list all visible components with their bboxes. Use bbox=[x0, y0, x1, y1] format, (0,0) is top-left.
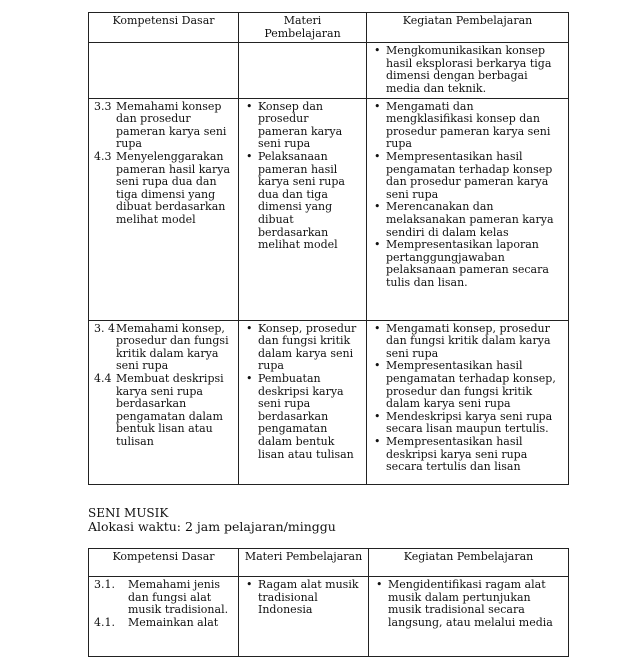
list-item: • Pembuatan deskripsi karya seni rupa berdasarkan pengamatan dalam bentuk lisan atau tulisan bbox=[258, 373, 361, 461]
materi-cell bbox=[239, 98, 367, 320]
list-item: • Mendeskripsi karya seni rupa secara lisan maupun tertulis. bbox=[386, 411, 563, 436]
list-item: • Mempresentasikan hasil pengamatan terhadap konsep, prosedur dan fungsi kritik dalam karya seni rupa bbox=[386, 360, 563, 410]
kd-text: Memahami konsep dan prosedur pameran karya seni rupa bbox=[116, 99, 227, 151]
kd-text: Memainkan alat bbox=[128, 615, 219, 629]
kd-number: 4.3 bbox=[94, 149, 112, 163]
materi-cell bbox=[239, 43, 367, 98]
table-kompetensi-seni-musik bbox=[88, 548, 569, 657]
list-item: • Konsep dan prosedur pameran karya seni rupa bbox=[258, 101, 361, 151]
materi-cell bbox=[239, 320, 367, 484]
kd-text: Membuat deskripsi karya seni rupa berdasarkan pengamatan dalam bentuk lisan atau tulisan bbox=[116, 371, 224, 448]
kd-text: Memahami konsep, prosedur dan fungsi kritik dalam karya seni rupa bbox=[116, 321, 229, 373]
list-item bbox=[94, 617, 233, 630]
materi-cell bbox=[239, 577, 369, 657]
section-title: SENI MUSIK bbox=[88, 506, 169, 520]
list-item: • Mengidentifikasi ragam alat musik dalam pertunjukan musik tradisional secara langsung, atau melalui media bbox=[388, 579, 563, 629]
list-item: • Mempresentasikan laporan pertanggungjawaban pelaksanaan pameran secara tulis dan lisan. bbox=[386, 239, 563, 289]
table-row bbox=[89, 577, 569, 657]
table-row bbox=[89, 320, 569, 484]
list-item bbox=[94, 151, 233, 227]
list-item: • Mengamati konsep, prosedur dan fungsi kritik dalam karya seni rupa bbox=[386, 323, 563, 361]
list-item bbox=[94, 323, 233, 373]
kegiatan-cell bbox=[367, 320, 569, 484]
kd-number: 4.1. bbox=[94, 615, 115, 629]
list-item: • Ragam alat musik tradisional Indonesia bbox=[258, 579, 363, 617]
kd-number: 3.1. bbox=[94, 578, 115, 591]
list-item bbox=[94, 373, 233, 449]
kegiatan-cell bbox=[369, 577, 569, 657]
kd-number: 3.3 bbox=[94, 99, 112, 113]
kegiatan-cell bbox=[367, 98, 569, 320]
kd-number: 3. 4 bbox=[94, 321, 115, 335]
kd-number: 4.4 bbox=[94, 371, 112, 385]
kd-cell bbox=[89, 320, 239, 484]
table-row bbox=[89, 43, 569, 98]
kd-cell bbox=[89, 43, 239, 98]
list-item: • Mengamati dan mengklasifikasi konsep dan prosedur pameran karya seni rupa bbox=[386, 101, 563, 151]
list-item: • Mengkomunikasikan konsep hasil eksplorasi berkarya tiga dimensi dengan berbagai media dan teknik. bbox=[386, 45, 563, 95]
table-kompetensi-seni-rupa bbox=[88, 12, 569, 485]
column-header-kegiatan: Kegiatan Pembelajaran bbox=[367, 13, 569, 43]
kegiatan-cell bbox=[367, 43, 569, 98]
kd-text: Menyelenggarakan pameran hasil karya seni rupa dua dan tiga dimensi yang dibuat berdasarkan melihat model bbox=[116, 149, 231, 226]
column-header-kegiatan: Kegiatan Pembelajaran bbox=[369, 549, 569, 577]
column-header-materi: Materi Pembelajaran bbox=[239, 13, 367, 43]
list-item: • Konsep, prosedur dan fungsi kritik dalam karya seni rupa bbox=[258, 323, 361, 373]
kd-text: Memahami jenis dan fungsi alat musik tradisional. bbox=[128, 578, 229, 617]
kd-cell bbox=[89, 577, 239, 657]
alokasi-waktu: Alokasi waktu: 2 jam pelajaran/minggu bbox=[88, 519, 336, 534]
list-item: • Mempresentasikan hasil deskripsi karya seni rupa secara tertulis dan lisan bbox=[386, 436, 563, 474]
column-header-kompetensi: Kompetensi Dasar bbox=[89, 549, 239, 577]
column-header-kompetensi: Kompetensi Dasar bbox=[89, 13, 239, 43]
list-item bbox=[94, 101, 233, 151]
column-header-materi: Materi Pembelajaran bbox=[239, 549, 369, 577]
list-item: • Pelaksanaan pameran hasil karya seni rupa dua dan tiga dimensi yang dibuat berdasarkan melihat model bbox=[258, 151, 361, 252]
list-item: • Mempresentasikan hasil pengamatan terhadap konsep dan prosedur pameran karya seni rupa bbox=[386, 151, 563, 201]
table-row bbox=[89, 98, 569, 320]
kd-cell bbox=[89, 98, 239, 320]
list-item bbox=[94, 579, 233, 617]
list-item: • Merencanakan dan melaksanakan pameran karya sendiri di dalam kelas bbox=[386, 201, 563, 239]
